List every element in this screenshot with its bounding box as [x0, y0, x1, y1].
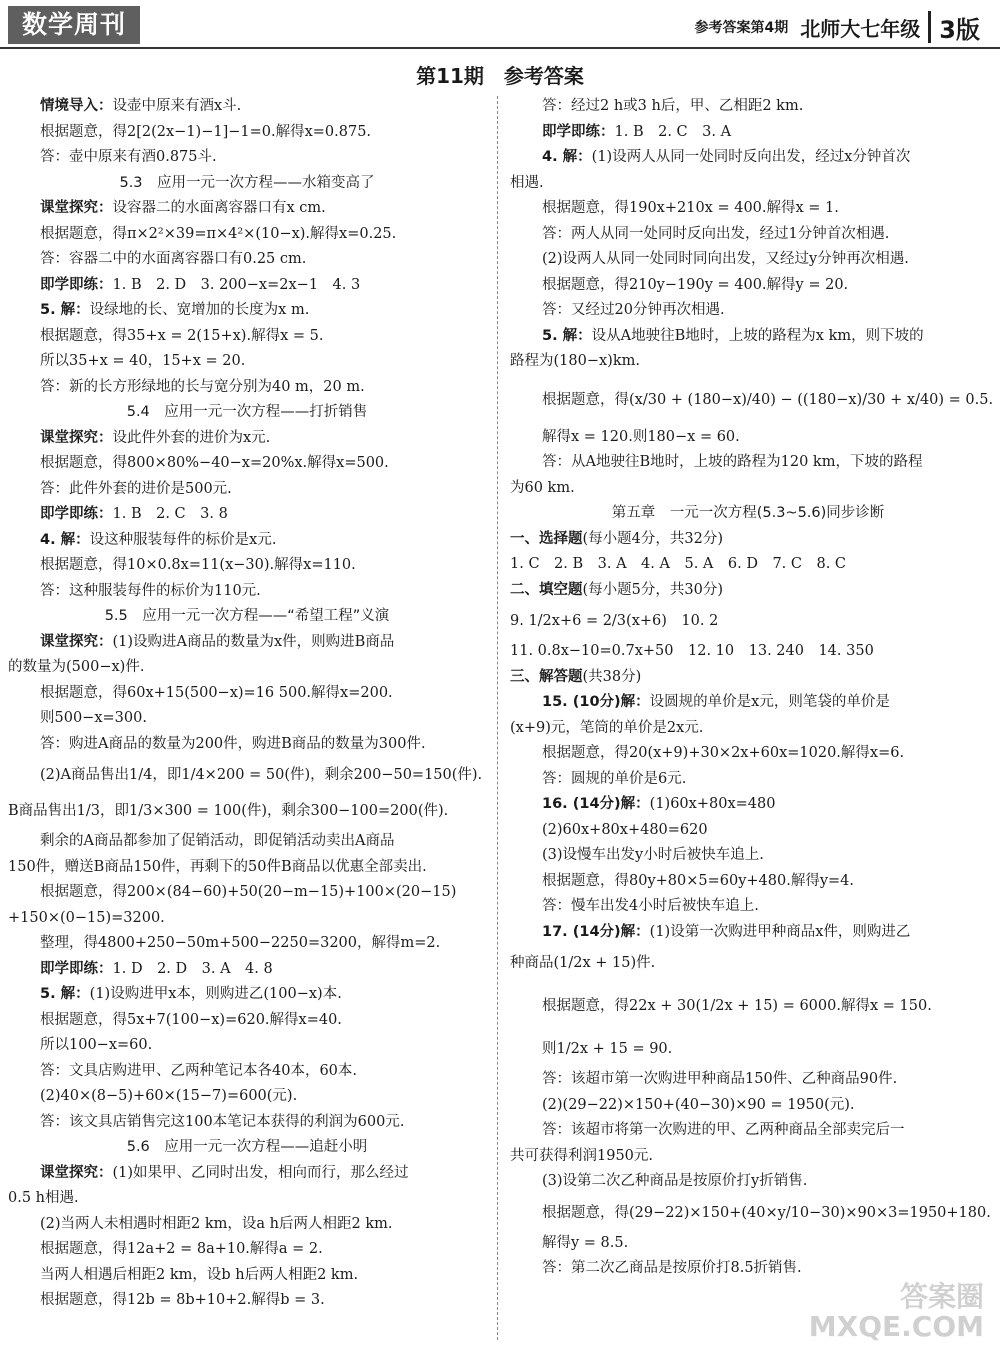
line-label: 4. 解：: [542, 149, 592, 165]
answer-line: [510, 375, 994, 425]
line-text: 9. 1/2x+6 = 2/3(x+6) 10. 2: [510, 613, 719, 629]
line-text: 答：购进A商品的数量为200件，购进B商品的数量为300件.: [40, 735, 426, 752]
answer-line: [510, 665, 986, 691]
line-text: 答：又经过20分钟再次相遇.: [542, 302, 725, 318]
line-text: 答：该文具店销售完这100本笔记本获得的利润为600元.: [40, 1113, 405, 1130]
answer-line: [8, 298, 486, 324]
answer-line: [510, 196, 986, 222]
answer-line: [510, 349, 986, 375]
line-text: 答：该超市第一次购进甲种商品150件、乙种商品90件.: [542, 1071, 898, 1087]
answer-line: [8, 880, 486, 906]
answer-line: [510, 1067, 986, 1093]
answer-line: [8, 931, 486, 957]
line-text: +150×(0−15)=3200.: [8, 909, 165, 926]
line-text: 答：第二次乙商品是按原价打8.5折销售.: [542, 1260, 802, 1276]
answer-line: [510, 1231, 986, 1257]
answer-line: [510, 527, 986, 553]
answer-line: [8, 553, 486, 579]
line-text: (每小题5分，共30分): [582, 581, 723, 598]
line-label: 17. (14分)解：: [542, 923, 650, 940]
column-divider: [497, 96, 498, 1340]
answer-line: [8, 1212, 486, 1238]
answer-line: [510, 94, 986, 120]
answer-line: [510, 476, 986, 502]
answer-line: [8, 222, 486, 248]
line-text: (2)60x+80x+480=620: [542, 821, 708, 838]
line-text: 设这种服装每件的标价是x元.: [89, 531, 277, 548]
answer-line: [8, 1161, 486, 1187]
answer-line: [8, 855, 486, 881]
answer-line: [8, 757, 486, 793]
line-label: 三、解答题: [510, 668, 583, 685]
answer-line: [8, 706, 486, 732]
answer-line: [8, 400, 486, 426]
answer-line: [510, 324, 986, 350]
answer-line: [8, 681, 486, 707]
answer-line: [510, 298, 986, 324]
line-label: 课堂探究：: [40, 200, 113, 216]
answer-line: [510, 501, 986, 527]
answer-line: [8, 145, 486, 171]
line-text: (1)设两人从同一处同时反向出发，经过x分钟首次: [591, 149, 911, 165]
grade-label: 北师大七年级: [800, 16, 921, 41]
line-text: 种商品(1/2x + 15)件.: [510, 955, 656, 971]
answer-line: [510, 450, 986, 476]
line-text: 0.5 h相遇.: [8, 1190, 79, 1206]
right-column: [510, 94, 994, 1282]
answer-line: [8, 1110, 486, 1136]
line-text: 路程为(180−x)km.: [510, 353, 640, 369]
line-text: 所以35+x = 40，15+x = 20.: [40, 353, 246, 369]
line-text: 的数量为(500−x)件.: [8, 659, 145, 675]
line-text: (2)当两人未相遇时相距2 km，设a h后两人相距2 km.: [40, 1215, 393, 1232]
line-text: (2)A商品售出1/4，即1/4×200 = 50(件)，剩余200−50=150(件).: [40, 767, 483, 783]
line-text: 解得y = 8.5.: [542, 1234, 629, 1251]
line-label: 即学即练：: [40, 506, 113, 522]
issue-label: 参考答案第4期: [694, 20, 789, 36]
line-text: 答：该超市将第一次购进的甲、乙两种商品全部卖完后一: [542, 1122, 905, 1138]
line-label: 4. 解：: [40, 531, 90, 548]
answer-line: [8, 171, 486, 197]
line-text: B商品售出1/3，即1/3×300 = 100(件)，剩余300−100=200(件).: [8, 803, 449, 819]
answer-line: [8, 1186, 486, 1212]
line-text: (2)设两人从同一处同时同向出发，又经过y分钟再次相遇.: [542, 251, 909, 267]
line-text: 答：此件外套的进价是500元.: [40, 480, 232, 497]
line-label: 即学即练：: [542, 123, 615, 140]
line-text: 1. D 2. D 3. A 4. 8: [112, 960, 273, 977]
answer-line: [510, 716, 986, 742]
line-text: 5.3 应用一元一次方程——水箱变高了: [119, 174, 375, 191]
line-text: 答：经过2 h或3 h后，甲、乙相距2 km.: [542, 98, 804, 114]
line-text: 根据题意，得80y+80×5=60y+480.解得y=4.: [542, 872, 855, 889]
line-text: 答：慢车出发4小时后被快车追上.: [542, 898, 759, 914]
line-text: 设绿地的长、宽增加的长度为x m.: [89, 302, 310, 318]
line-text: 1. B 2. C 3. A: [614, 123, 732, 140]
answer-line: [510, 741, 986, 767]
line-label: 即学即练：: [40, 960, 113, 977]
answer-line: [8, 196, 486, 222]
answer-line: [510, 425, 986, 451]
answer-line: [510, 247, 986, 273]
answer-line: [510, 869, 986, 895]
answer-line: [8, 829, 486, 855]
answer-line: [510, 222, 986, 248]
line-text: 设容器二的水面离容器口有x cm.: [112, 200, 326, 216]
answer-line: [8, 1059, 486, 1085]
line-text: 1. B 2. D 3. 200−x=2x−1 4. 3: [112, 276, 361, 293]
answer-line: [510, 639, 986, 665]
answer-line: [510, 578, 986, 604]
answer-line: [8, 426, 486, 452]
line-text: 5.4 应用一元一次方程——打折销售: [126, 404, 368, 420]
answer-line: [8, 451, 486, 477]
answer-line: [510, 818, 986, 844]
line-label: 16. (14分)解：: [542, 796, 650, 812]
line-text: 根据题意，得(x/30 + (180−x)/40) − ((180−x)/30 + x/40) = 0.5.: [542, 391, 994, 408]
answer-line: [510, 120, 986, 146]
brand-logo: 数学周刊: [8, 6, 140, 44]
line-text: 根据题意，得60x+15(500−x)=16 500.解得x=200.: [40, 684, 393, 701]
answer-line: [510, 1195, 991, 1231]
line-text: (3)设第二次乙种商品是按原价打y折销售.: [542, 1173, 808, 1189]
answer-line: [8, 502, 486, 528]
answer-line: [8, 324, 486, 350]
line-text: (每小题4分，共32分): [582, 530, 723, 547]
answer-line: [510, 894, 986, 920]
line-text: 答：圆规的单价是6元.: [542, 770, 687, 787]
line-text: 根据题意，得800×80%−40−x=20%x.解得x=500.: [40, 455, 389, 471]
answer-line: [8, 732, 486, 758]
line-text: (2)(29−22)×150+(40−30)×90 = 1950(元).: [542, 1096, 855, 1113]
line-text: 当两人相遇后相距2 km，设b h后两人相距2 km.: [40, 1266, 359, 1283]
answer-line: [8, 957, 486, 983]
line-text: 答：新的长方形绿地的长与宽分别为40 m，20 m.: [40, 378, 365, 395]
line-text: 根据题意，得(29−22)×150+(40×y/10−30)×90×3=1950+180.: [542, 1204, 991, 1221]
answer-line: [8, 1288, 486, 1314]
line-label: 课堂探究：: [40, 633, 113, 650]
line-text: 根据题意，得12b = 8b+10+2.解得b = 3.: [40, 1292, 325, 1308]
line-text: 1. B 2. C 3. 8: [112, 506, 228, 522]
line-text: (3)设慢车出发y小时后被快车追上.: [542, 847, 764, 863]
line-text: 根据题意，得5x+7(100−x)=620.解得x=40.: [40, 1011, 342, 1028]
line-text: 则500−x=300.: [40, 710, 147, 726]
left-column: [8, 94, 486, 1314]
answer-line: [510, 1144, 986, 1170]
line-text: 根据题意，得10×0.8x=11(x−30).解得x=110.: [40, 557, 356, 573]
line-label: 5. 解：: [40, 986, 90, 1002]
answer-line: [8, 579, 486, 605]
line-text: 根据题意，得2[2(2x−1)−1]−1=0.解得x=0.875.: [40, 123, 372, 140]
answer-line: [510, 1118, 986, 1144]
answer-line: [8, 655, 486, 681]
line-text: (1)设购进A商品的数量为x件，则购进B商品: [112, 633, 395, 650]
line-text: (2)40×(8−5)+60×(15−7)=600(元).: [40, 1088, 298, 1104]
answer-line: [510, 1031, 986, 1067]
line-text: 根据题意，得π×2²×39=π×4²×(10−x).解得x=0.25.: [40, 225, 397, 242]
line-text: 共可获得利润1950元.: [510, 1147, 654, 1164]
answer-line: [510, 1093, 986, 1119]
answer-line: [510, 767, 986, 793]
answer-line: [510, 552, 986, 578]
answer-line: [8, 1135, 486, 1161]
answer-line: [8, 1033, 486, 1059]
line-text: (1)如果甲、乙同时出发，相向而行，那么经过: [112, 1164, 409, 1181]
line-text: 答：从A地驶往B地时，上坡的路程为120 km，下坡的路程: [542, 454, 923, 470]
watermark: [809, 1282, 984, 1342]
line-text: 解得x = 120.则180−x = 60.: [542, 428, 740, 445]
header-info: [695, 10, 980, 44]
line-text: 答：文具店购进甲、乙两种笔记本各40本，60本.: [40, 1062, 358, 1079]
answer-line: [8, 793, 486, 829]
line-text: 设圆规的单价是x元，则笔袋的单价是: [649, 694, 890, 710]
watermark-line2: MXQE.COM: [808, 1310, 984, 1343]
line-text: 设此件外套的进价为x元.: [112, 429, 271, 446]
answer-line: [8, 349, 486, 375]
answer-line: [510, 690, 986, 716]
line-text: 答：这种服装每件的标价为110元.: [40, 582, 261, 599]
answer-line: [8, 247, 486, 273]
line-text: 为60 km.: [510, 479, 575, 496]
line-text: 整理，得4800+250−50m+500−2250=3200，解得m=2.: [40, 935, 441, 951]
answer-line: [510, 273, 986, 299]
line-label: 情境导入：: [40, 98, 113, 114]
line-text: 则1/2x + 15 = 90.: [542, 1041, 673, 1057]
answer-line: [8, 477, 486, 503]
answer-line: [510, 945, 986, 981]
line-text: 根据题意，得190x+210x = 400.解得x = 1.: [542, 200, 839, 216]
header-separator: [928, 11, 931, 43]
line-label: 一、选择题: [510, 530, 583, 547]
header-rule: [0, 47, 1000, 49]
line-label: 二、填空题: [510, 581, 583, 598]
answer-line: [510, 603, 986, 639]
answer-line: [8, 528, 486, 554]
line-text: (1)60x+80x=480: [649, 796, 776, 812]
answer-line: [8, 273, 486, 299]
answer-line: [8, 906, 486, 932]
edition-label: 3版: [939, 15, 980, 44]
line-text: 答：两人从同一处同时反向出发，经过1分钟首次相遇.: [542, 225, 890, 242]
line-text: 相遇.: [510, 174, 544, 191]
line-text: 根据题意，得200×(84−60)+50(20−m−15)+100×(20−15): [40, 884, 457, 900]
line-text: (1)设第一次购进甲种商品x件，则购进乙: [649, 923, 911, 940]
answer-line: [510, 1169, 986, 1195]
line-text: 11. 0.8x−10=0.7x+50 12. 10 13. 240 14. 350: [510, 643, 874, 659]
line-text: (共38分): [582, 668, 642, 685]
answer-line: [510, 1256, 986, 1282]
answer-line: [8, 94, 486, 120]
line-text: 所以100−x=60.: [40, 1037, 153, 1053]
line-text: 答：容器二中的水面离容器口有0.25 cm.: [40, 251, 307, 267]
page-title: 第11期 参考答案: [416, 64, 584, 88]
line-text: 根据题意，得12a+2 = 8a+10.解得a = 2.: [40, 1241, 323, 1257]
answer-line: [510, 843, 986, 869]
answer-line: [8, 1237, 486, 1263]
answer-line: [8, 120, 486, 146]
line-text: 根据题意，得20(x+9)+30×2x+60x=1020.解得x=6.: [542, 745, 905, 761]
watermark-line1: 答案圈: [899, 1280, 984, 1313]
line-text: 5.5 应用一元一次方程——“希望工程”义演: [104, 608, 390, 624]
answer-line: [510, 171, 986, 197]
answer-line: [510, 792, 986, 818]
answer-line: [8, 1008, 486, 1034]
line-label: 即学即练：: [40, 276, 113, 293]
answer-line: [8, 630, 486, 656]
line-text: 1. C 2. B 3. A 4. A 5. A 6. D 7. C 8. C: [510, 556, 847, 572]
answer-line: [8, 375, 486, 401]
line-label: 15. (10分)解：: [542, 694, 650, 710]
answer-line: [8, 1084, 486, 1110]
line-label: 课堂探究：: [40, 1164, 113, 1181]
line-text: (x+9)元，笔筒的单价是2x元.: [510, 719, 704, 736]
line-label: 5. 解：: [40, 302, 90, 318]
answer-line: [8, 982, 486, 1008]
line-label: 5. 解：: [542, 327, 592, 344]
line-text: 设从A地驶往B地时，上坡的路程为x km，则下坡的: [591, 327, 924, 344]
line-text: 设壶中原来有酒x斗.: [112, 98, 242, 114]
line-text: 根据题意，得22x + 30(1/2x + 15) = 6000.解得x = 150.: [542, 998, 932, 1014]
line-text: 5.6 应用一元一次方程——追赶小明: [126, 1139, 368, 1155]
line-text: 第五章 一元一次方程(5.3~5.6)同步诊断: [611, 505, 885, 521]
answer-line: [8, 1263, 486, 1289]
line-text: (1)设购进甲x本，则购进乙(100−x)本.: [89, 986, 342, 1002]
line-text: 150件，赠送B商品150件，再剩下的50件B商品以优惠全部卖出.: [8, 858, 427, 875]
answer-line: [510, 145, 986, 171]
answer-line: [510, 981, 986, 1031]
line-label: 课堂探究：: [40, 429, 113, 446]
answer-line: [8, 604, 486, 630]
line-text: 根据题意，得210y−190y = 400.解得y = 20.: [542, 276, 849, 293]
line-text: 根据题意，得35+x = 2(15+x).解得x = 5.: [40, 327, 324, 344]
line-text: 答：壶中原来有酒0.875斗.: [40, 149, 217, 165]
answer-line: [510, 920, 986, 946]
line-text: 剩余的A商品都参加了促销活动，即促销活动卖出A商品: [40, 833, 395, 849]
